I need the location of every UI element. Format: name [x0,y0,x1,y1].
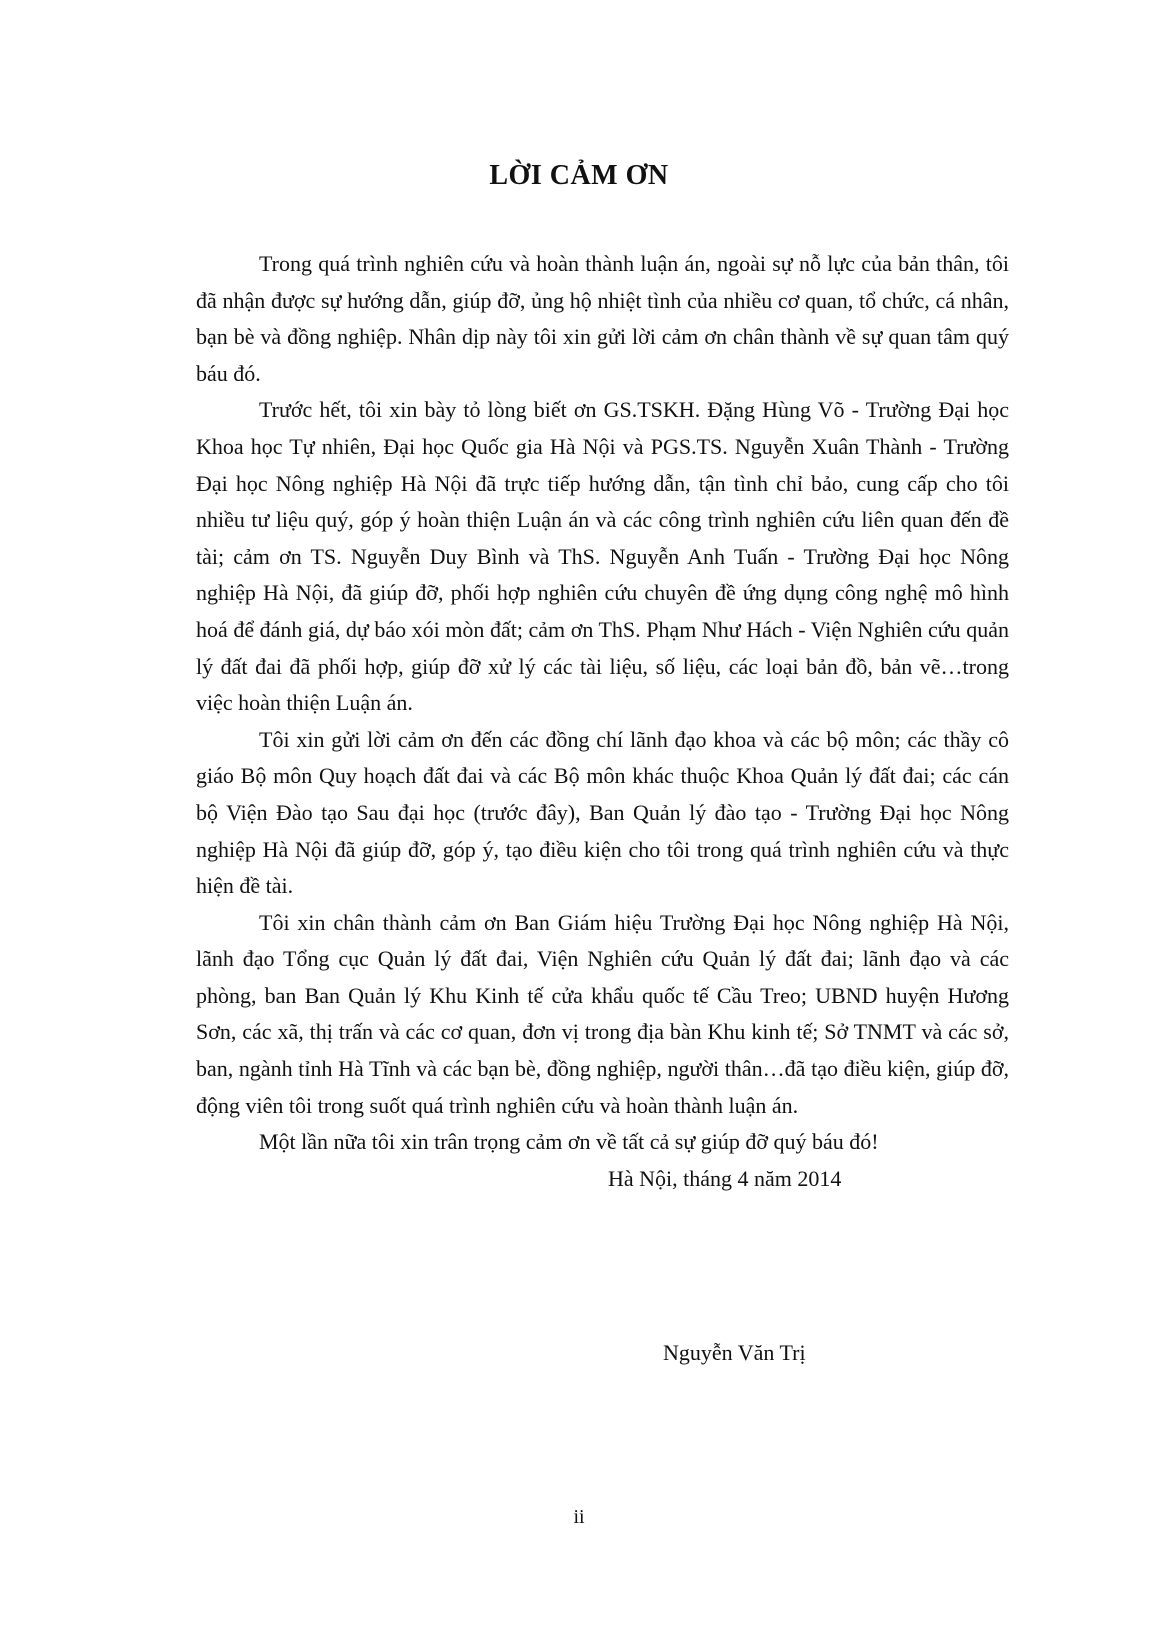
acknowledgement-body [196,246,1009,1161]
paragraph-supervisors: Trước hết, tôi xin bày tỏ lòng biết ơn GS.TSKH. Đặng Hùng Võ - Trường Đại học Khoa học Tự nhiên, Đại học Quốc gia Hà Nội và PGS.TS. Nguyễn Xuân Thành - Trường Đại học Nông nghiệp Hà Nội đã trực tiếp hướng dẫn, tận tình chỉ bảo, cung cấp cho tôi nhiều tư liệu quý, góp ý hoàn thiện Luận án và các công trình nghiên cứu liên quan đến đề tài; cảm ơn TS. Nguyễn Duy Bình và ThS. Nguyễn Anh Tuấn - Trường Đại học Nông nghiệp Hà Nội, đã giúp đỡ, phối hợp nghiên cứu chuyên đề ứng dụng công nghệ mô hình hoá để đánh giá, dự báo xói mòn đất; cảm ơn ThS. Phạm Như Hách - Viện Nghiên cứu quản lý đất đai đã phối hợp, giúp đỡ xử lý các tài liệu, số liệu, các loại bản đồ, bản vẽ…trong việc hoàn thiện Luận án. [196,397,1009,716]
author-signature-name: Nguyễn Văn Trị [663,1340,806,1365]
paragraph-institutions: Tôi xin chân thành cảm ơn Ban Giám hiệu Trường Đại học Nông nghiệp Hà Nội, lãnh đạo Tổng cục Quản lý đất đai, Viện Nghiên cứu Quản lý đất đai; lãnh đạo và các phòng, ban Ban Quản lý Khu Kinh tế cửa khẩu quốc tế Cầu Treo; UBND huyện Hương Sơn, các xã, thị trấn và các cơ quan, đơn vị trong địa bàn Khu kinh tế; Sở TNMT và các sở, ban, ngành tỉnh Hà Tĩnh và các bạn bè, đồng nghiệp, người thân…đã tạo điều kiện, giúp đỡ, động viên tôi trong suốt quá trình nghiên cứu và hoàn thành luận án. [196,909,1009,1118]
paragraph-faculty: Tôi xin gửi lời cảm ơn đến các đồng chí lãnh đạo khoa và các bộ môn; các thầy cô giáo Bộ môn Quy hoạch đất đai và các Bộ môn khác thuộc Khoa Quản lý đất đai; các cán bộ Viện Đào tạo Sau đại học (trước đây), Ban Quản lý đào tạo - Trường Đại học Nông nghiệp Hà Nội đã giúp đỡ, góp ý, tạo điều kiện cho tôi trong quá trình nghiên cứu và thực hiện đề tài. [196,726,1009,899]
paragraph-closing: Một lần nữa tôi xin trân trọng cảm ơn về tất cả sự giúp đỡ quý báu đó! [259,1129,879,1155]
paragraph-intro: Trong quá trình nghiên cứu và hoàn thành luận án, ngoài sự nỗ lực của bản thân, tôi đã nhận được sự hướng dẫn, giúp đỡ, ủng hộ nhiệt tình của nhiều cơ quan, tổ chức, cá nhân, bạn bè và đồng nghiệp. Nhân dịp này tôi xin gửi lời cảm ơn chân thành về sự quan tâm quý báu đó. [196,251,1009,386]
page-title: LỜI CẢM ƠN [489,160,669,191]
place-date: Hà Nội, tháng 4 năm 2014 [608,1166,842,1191]
page-number: ii [573,1506,585,1528]
